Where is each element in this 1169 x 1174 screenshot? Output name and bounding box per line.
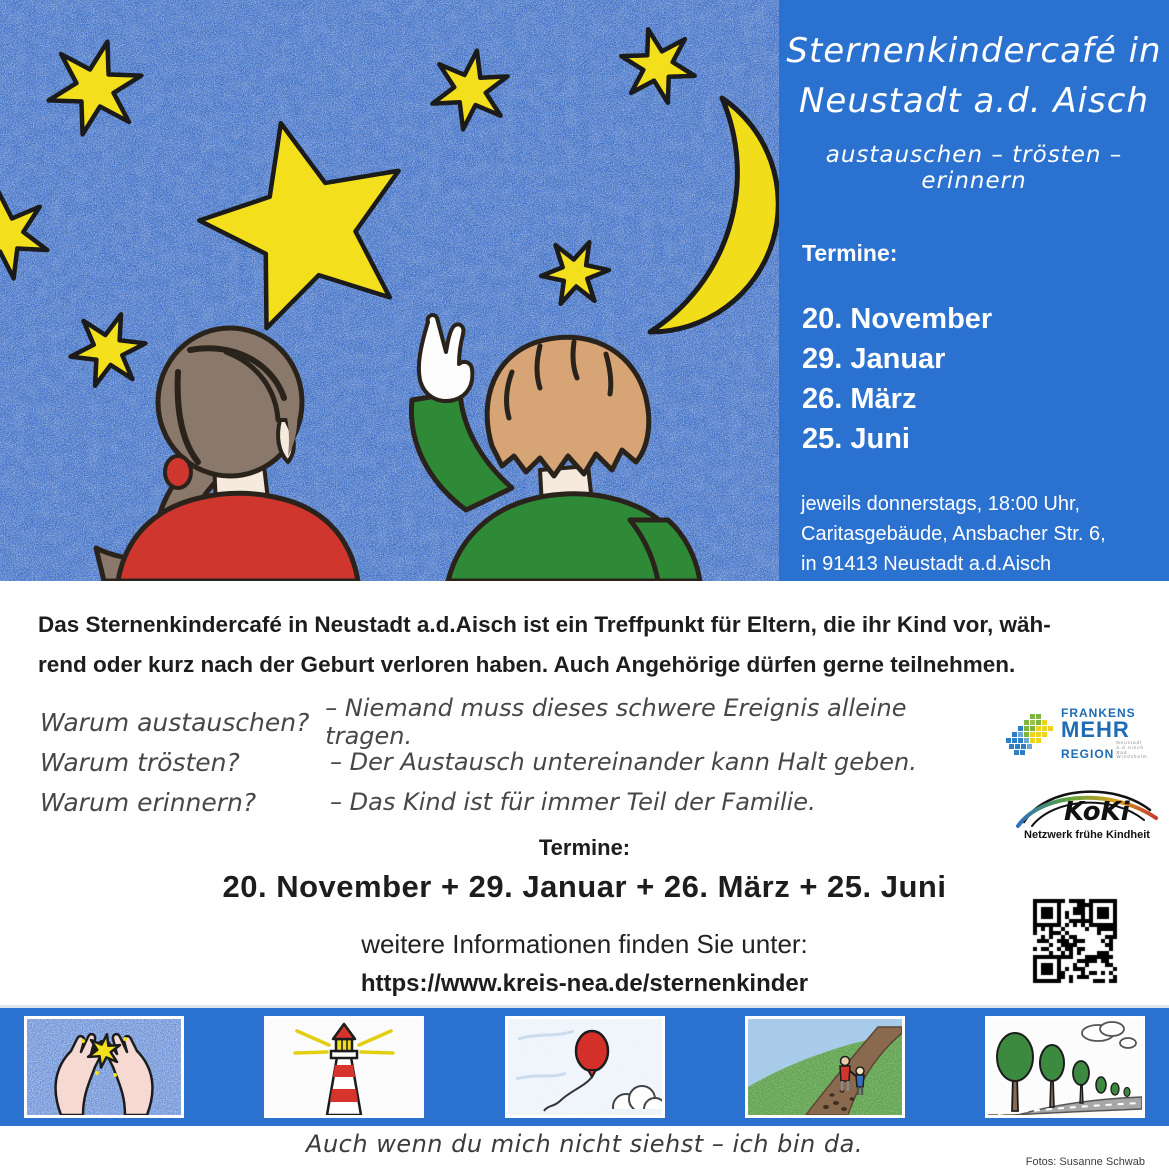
date-item: 25. Juni	[802, 423, 910, 455]
frankens-line1: FRANKENS	[1061, 705, 1136, 720]
thumb-balloon	[505, 1016, 665, 1118]
termine-section	[0, 835, 1169, 998]
frankens-line3: REGION	[1061, 747, 1115, 762]
thumb-hands-star	[24, 1016, 184, 1118]
reason-answer: – Das Kind ist für immer Teil der Familie.	[330, 788, 816, 816]
memorial-quote: Auch wenn du mich nicht siehst – ich bin da.	[306, 1130, 863, 1158]
panel-termine-label: Termine:	[802, 240, 898, 266]
panel-dates-list	[802, 299, 1169, 459]
photo-credit: Fotos: Susanne Schwab	[1025, 1156, 1145, 1168]
intro-paragraph: Das Sternenkindercafé in Neustadt a.d.Aisch ist ein Treffpunkt für Eltern, die ihr Kind vor, wäh- rend oder kurz nach der Geburt verloren haben. Auch Angehörige dürfen gerne teilnehmen.	[38, 612, 1051, 677]
reasons-list	[40, 694, 990, 822]
reason-question: Warum austauschen?	[40, 707, 310, 737]
reason-answer: – Der Austausch untereinander kann Halt geben.	[330, 748, 917, 776]
thumb-trees-road	[985, 1016, 1145, 1118]
night-sky-children-illustration	[0, 0, 779, 581]
koki-tagline: Netzwerk frühe Kindheit	[1024, 829, 1150, 841]
website-url: https://www.kreis-nea.de/sternenkinder	[360, 970, 809, 997]
info-panel	[779, 0, 1169, 581]
date-item: 26. März	[802, 383, 917, 415]
frankens-line2: MEHR	[1061, 716, 1130, 742]
qr-code	[1031, 897, 1119, 985]
koki-arch-icon	[1012, 776, 1162, 828]
thumb-walking-path	[745, 1016, 905, 1118]
flyer-title: Sternenkindercafé in Neustadt a.d. Aisch	[786, 31, 1162, 121]
reason-answer: – Niemand muss dieses schwere Ereignis alleine tragen.	[325, 694, 907, 750]
frankens-fine-print: Neustadt a.d.Aisch Bad Windsheim	[1116, 739, 1148, 760]
reason-question: Warum trösten?	[40, 747, 240, 777]
thumb-lighthouse	[264, 1016, 424, 1118]
termine-dates-line: 20. November + 29. Januar + 26. März + 25. Juni	[222, 869, 947, 904]
event-location-details: jeweils donnerstags, 18:00 Uhr, Caritasgebäude, Ansbacher Str. 6, in 91413 Neustadt a.d.Aisch	[801, 493, 1106, 575]
date-item: 29. Januar	[802, 343, 946, 375]
date-item: 20. November	[802, 303, 993, 335]
reason-row	[40, 742, 990, 782]
koki-logo	[1012, 776, 1162, 841]
region-mosaic-icon	[1005, 706, 1057, 761]
more-info-text: weitere Informationen finden Sie unter:	[361, 929, 808, 959]
frankens-mehrregion-logo	[1005, 706, 1167, 761]
reason-row	[40, 694, 990, 750]
reason-row	[40, 782, 990, 822]
flyer-subtitle: austauschen – trösten – erinnern	[825, 142, 1123, 194]
koki-name: KoKi	[1064, 797, 1130, 827]
reason-question: Warum erinnern?	[40, 787, 257, 817]
drawings-gallery-strip	[0, 1005, 1169, 1126]
termine-label: Termine:	[538, 835, 631, 860]
